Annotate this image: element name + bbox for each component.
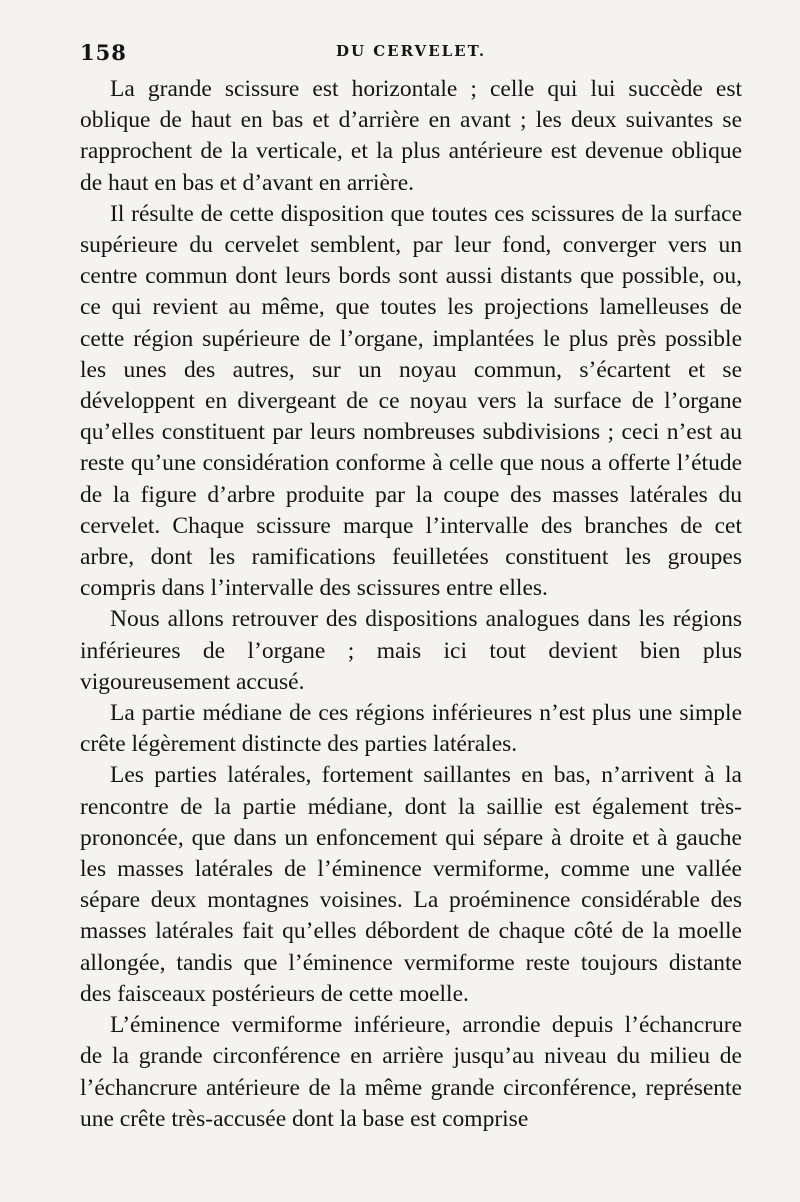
running-title: DU CERVELET.: [335, 42, 487, 60]
page-number: 158: [80, 40, 127, 65]
paragraph: La partie médiane de ces régions inférieures n’est plus une simple crête légèrement distincte des parties latérales.: [80, 700, 742, 758]
body-text: [80, 74, 742, 1135]
paragraph: Il résulte de cette disposition que toutes ces scissures de la surface supérieure du cervelet semblent, par leur fond, converger vers un centre commun dont leurs bords sont aussi distants que possible, ou, ce qui revient au même, que toutes les projections lamelleuses de cette région supérieure de l’organe, implantées le plus près possible les unes des autres, sur un noyau commun, s’écartent et se développent en divergeant de ce noyau vers la surface de l’organe qu’elles constituent par leurs nombreuses subdivisions ; ceci n’est au reste qu’une considération conforme à celle que nous a offerte l’étude de la figure d’arbre produite par la coupe des masses latérales du cervelet. Chaque scissure marque l’intervalle des branches de cet arbre, dont les ramifications feuilletées constituent les groupes compris dans l’intervalle des scissures entre elles.: [80, 200, 742, 602]
paragraph: Nous allons retrouver des dispositions analogues dans les régions inférieures de l’organe ; mais ici tout devient bien plus vigoureusement accusé.: [80, 606, 742, 695]
running-head: [80, 40, 742, 74]
paragraph: Les parties latérales, fortement saillantes en bas, n’arrivent à la rencontre de la partie médiane, dont la saillie est également très-prononcée, que dans un enfoncement qui sépare à droite et à gauche les masses latérales de l’éminence vermiforme, comme une vallée sépare deux montagnes voisines. La proéminence considérable des masses latérales fait qu’elles débordent de chaque côté de la moelle allongée, tandis que l’éminence vermiforme reste toujours distante des faisceaux postérieurs de cette moelle.: [80, 762, 742, 1007]
paragraph: L’éminence vermiforme inférieure, arrondie depuis l’échancrure de la grande circonférence en arrière jusqu’au niveau du milieu de l’échancrure antérieure de la même grande circonférence, représente une crête très-accusée dont la base est comprise: [80, 1012, 742, 1132]
paragraph: La grande scissure est horizontale ; celle qui lui succède est oblique de haut en bas et d’arrière en avant ; les deux suivantes se rapprochent de la verticale, et la plus antérieure est devenue oblique de haut en bas et d’avant en arrière.: [80, 76, 742, 196]
